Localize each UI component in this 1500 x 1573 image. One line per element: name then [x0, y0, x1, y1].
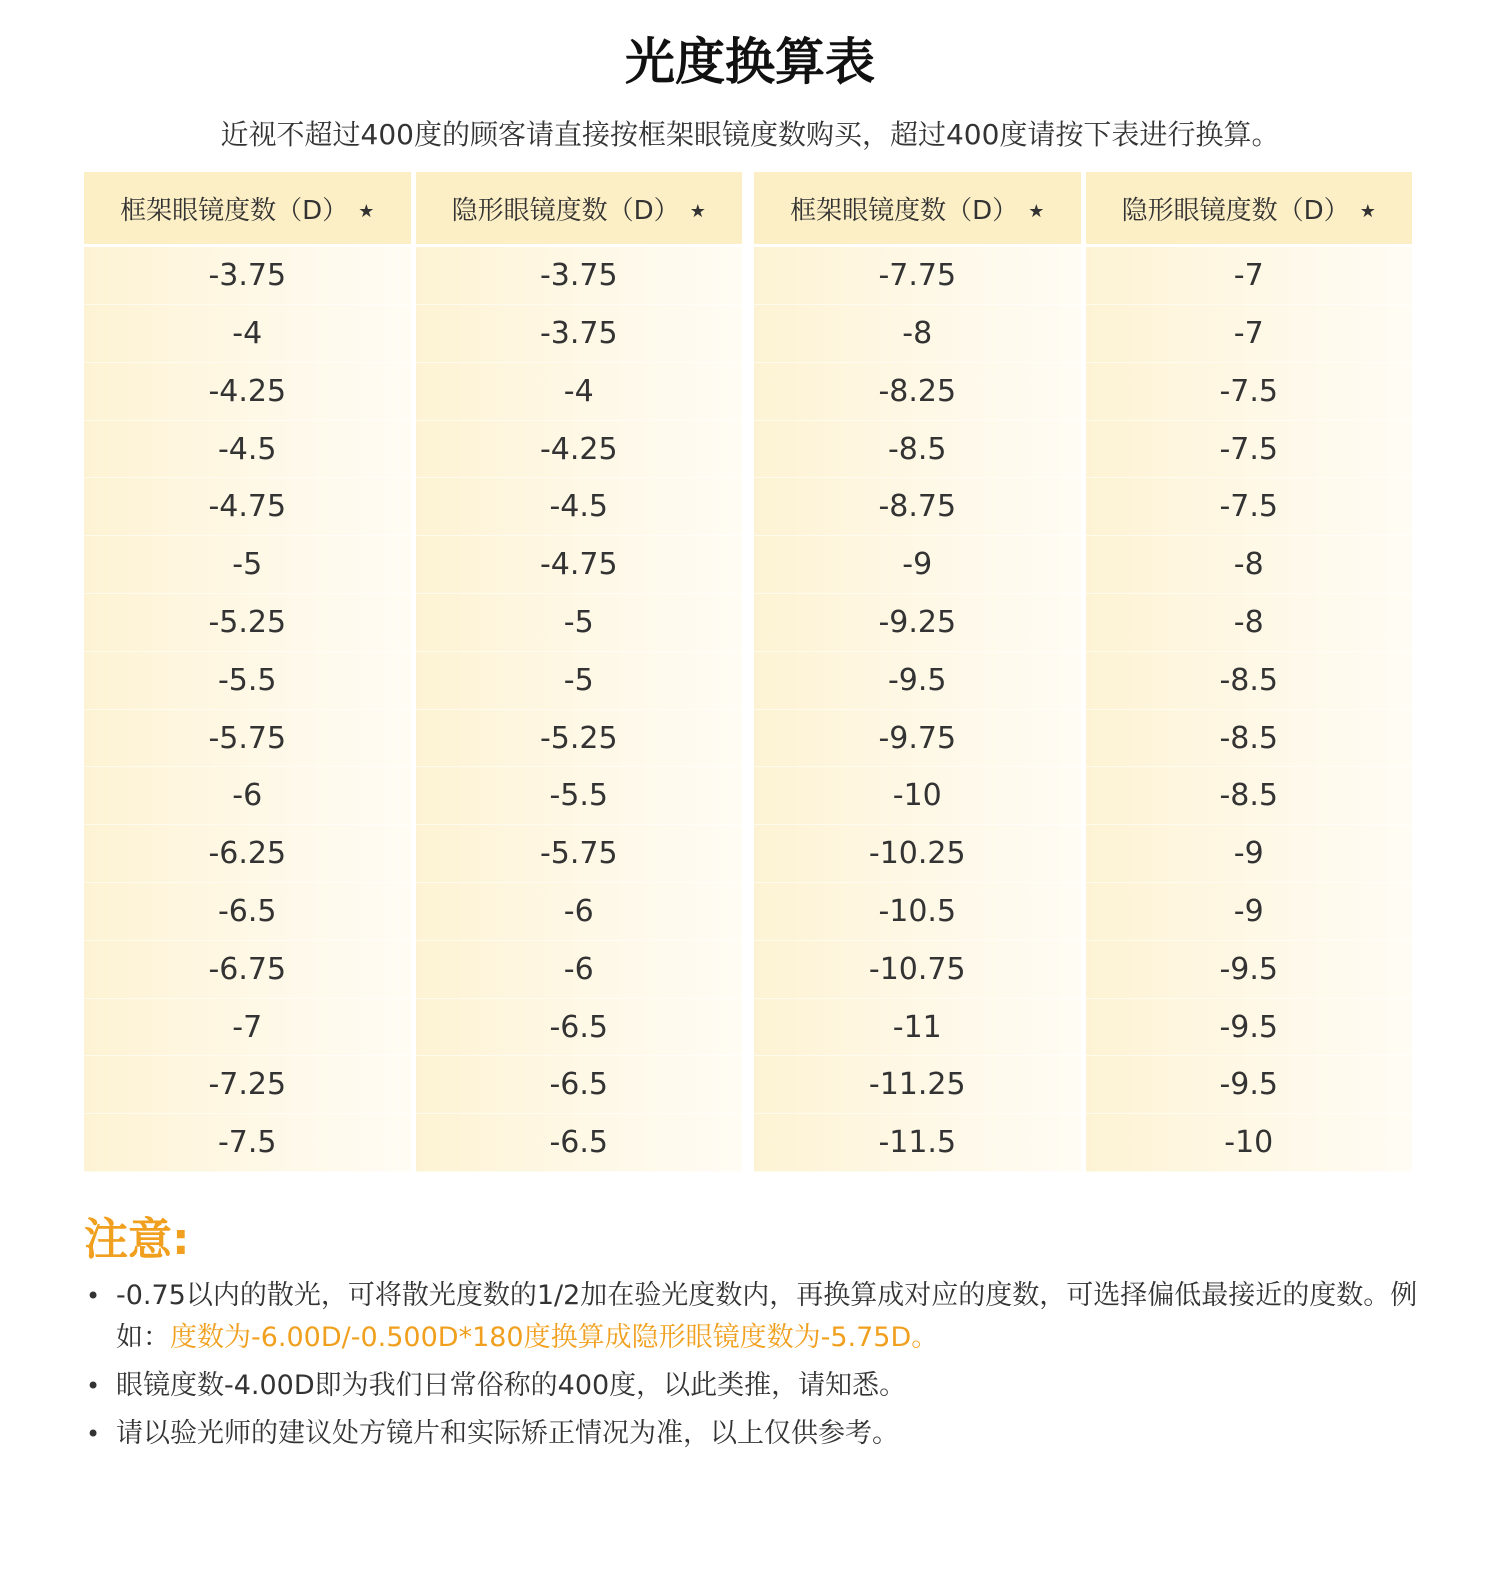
table-cell: -8.75: [754, 478, 1081, 536]
notes-list: [84, 1275, 1464, 1461]
table-header-row: [754, 172, 1412, 244]
bullet-icon: •: [86, 1372, 101, 1400]
table-cell: -6.5: [416, 1056, 743, 1114]
conversion-table: [84, 172, 1412, 1172]
table-cell: -5.75: [84, 710, 411, 768]
table-cell: -9.25: [754, 594, 1081, 652]
note-item: [84, 1413, 1464, 1455]
table-cell: -6: [416, 941, 743, 999]
table-cell: -5.5: [416, 767, 743, 825]
star-icon: ★: [1359, 200, 1376, 222]
page-subtitle: 近视不超过400度的顾客请直接按框架眼镜度数购买，超过400度请按下表进行换算。: [220, 118, 1280, 151]
table-header-row: [84, 172, 742, 244]
table-cell: -8.25: [754, 363, 1081, 421]
star-icon: ★: [689, 200, 706, 222]
table-cell: -7: [84, 999, 411, 1057]
table-cell: -4.25: [416, 421, 743, 479]
star-icon: ★: [1028, 200, 1045, 222]
note-text: -0.75以内的散光，可将散光度数的1/2加在验光度数内，再换算成对应的度数，可选择偏低最接近的度数。例如：: [116, 1280, 1418, 1353]
header-label: 隐形眼镜度数（D）: [451, 195, 680, 226]
note-text: 眼镜度数-4.00D即为我们日常俗称的400度，以此类推，请知悉。: [116, 1370, 907, 1401]
table-cell: -11.5: [754, 1114, 1081, 1172]
star-icon: ★: [358, 200, 375, 222]
header-contact-lens: [1086, 172, 1413, 244]
table-cell: -5.75: [416, 825, 743, 883]
table-cell: -7: [1086, 247, 1413, 305]
table-cell: -9: [754, 536, 1081, 594]
table-cell: -11: [754, 999, 1081, 1057]
header-frame-glasses: [84, 172, 411, 244]
column-contact-lens-right: [1086, 247, 1413, 1172]
table-cell: -6.5: [416, 999, 743, 1057]
bullet-icon: •: [86, 1420, 101, 1448]
table-cell: -9: [1086, 883, 1413, 941]
table-cell: -4.75: [416, 536, 743, 594]
column-frame-glasses-left: [84, 247, 411, 1172]
table-cell: -9.5: [1086, 941, 1413, 999]
header-label: 框架眼镜度数（D）: [120, 195, 349, 226]
table-cell: -3.75: [84, 247, 411, 305]
table-cell: -8: [1086, 536, 1413, 594]
column-contact-lens-left: [416, 247, 743, 1172]
table-cell: -9.5: [754, 652, 1081, 710]
table-cell: -4.75: [84, 478, 411, 536]
table-cell: -3.75: [416, 247, 743, 305]
table-cell: -7.5: [1086, 478, 1413, 536]
table-cell: -8.5: [754, 421, 1081, 479]
table-cell: -11.25: [754, 1056, 1081, 1114]
table-cell: -6.5: [84, 883, 411, 941]
header-frame-glasses: [754, 172, 1081, 244]
table-cell: -7.5: [84, 1114, 411, 1172]
table-cell: -6.5: [416, 1114, 743, 1172]
notes-title: 注意:: [84, 1214, 190, 1265]
table-cell: -5.25: [84, 594, 411, 652]
header-label: 框架眼镜度数（D）: [790, 195, 1019, 226]
table-cell: -4.5: [416, 478, 743, 536]
table-cell: -9.5: [1086, 999, 1413, 1057]
table-cell: -8.5: [1086, 767, 1413, 825]
column-frame-glasses-right: [754, 247, 1081, 1172]
table-cell: -7.5: [1086, 363, 1413, 421]
note-text: 请以验光师的建议处方镜片和实际矫正情况为准，以上仅供参考。: [116, 1418, 899, 1449]
note-item: [84, 1365, 1464, 1407]
table-cell: -5: [416, 652, 743, 710]
table-cell: -10.25: [754, 825, 1081, 883]
page-title: 光度换算表: [625, 33, 875, 91]
table-cell: -9.75: [754, 710, 1081, 768]
table-cell: -6: [416, 883, 743, 941]
table-cell: -6: [84, 767, 411, 825]
table-cell: -8.5: [1086, 710, 1413, 768]
table-cell: -4.5: [84, 421, 411, 479]
table-cell: -5: [416, 594, 743, 652]
header-label: 隐形眼镜度数（D）: [1121, 195, 1350, 226]
table-cell: -4: [84, 305, 411, 363]
table-cell: -7.75: [754, 247, 1081, 305]
table-cell: -4: [416, 363, 743, 421]
table-cell: -5.5: [84, 652, 411, 710]
table-cell: -9.5: [1086, 1056, 1413, 1114]
table-cell: -5: [84, 536, 411, 594]
table-cell: -7: [1086, 305, 1413, 363]
table-cell: -7.25: [84, 1056, 411, 1114]
header-contact-lens: [416, 172, 743, 244]
table-cell: -7.5: [1086, 421, 1413, 479]
table-cell: -10.75: [754, 941, 1081, 999]
table-cell: -3.75: [416, 305, 743, 363]
table-cell: -8: [754, 305, 1081, 363]
bullet-icon: •: [86, 1282, 101, 1310]
table-cell: -6.25: [84, 825, 411, 883]
note-item: [84, 1275, 1464, 1359]
table-cell: -9: [1086, 825, 1413, 883]
table-cell: -10: [754, 767, 1081, 825]
note-example-highlight: 度数为-6.00D/-0.500D*180度换算成隐形眼镜度数为-5.75D。: [170, 1322, 939, 1353]
table-cell: -4.25: [84, 363, 411, 421]
table-left-half: [84, 172, 742, 1172]
table-cell: -10.5: [754, 883, 1081, 941]
table-cell: -8.5: [1086, 652, 1413, 710]
table-right-half: [754, 172, 1412, 1172]
table-cell: -10: [1086, 1114, 1413, 1172]
table-cell: -6.75: [84, 941, 411, 999]
table-cell: -8: [1086, 594, 1413, 652]
table-cell: -5.25: [416, 710, 743, 768]
